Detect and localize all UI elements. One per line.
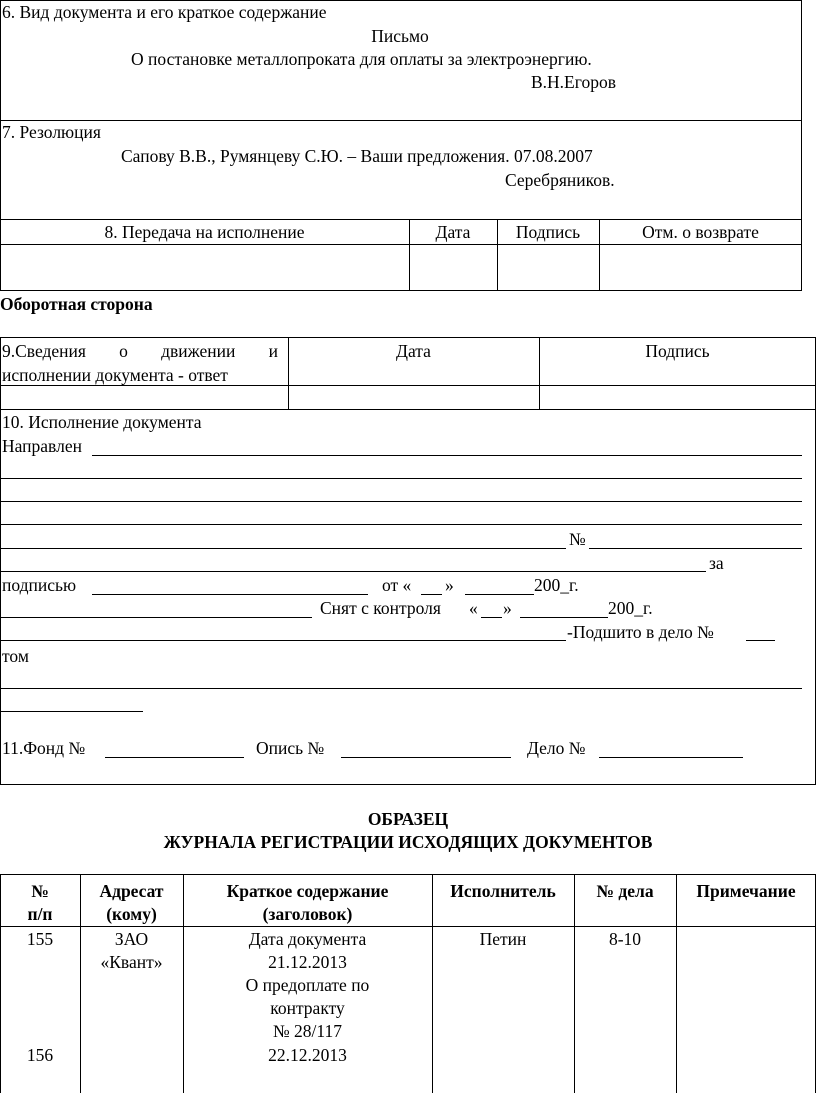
journal-header-addressee-1: Адресат (99, 881, 164, 901)
section9-date-header: Дата (396, 341, 431, 361)
section10-label: 10. Исполнение документа (2, 412, 202, 432)
section8-header-return-mark: Отм. о возврате (642, 222, 759, 242)
section9-label-line2: исполнении документа - ответ (2, 365, 228, 385)
journal-row-addressee-1: ЗАО (114, 929, 149, 949)
section9-bottom-divider (0, 409, 816, 410)
section6-summary: О постановке металлопроката для оплаты за электроэнергию. (131, 49, 592, 69)
divider-8-header (0, 244, 802, 245)
reverse-side-title: Оборотная сторона (0, 294, 153, 314)
section9-word-3: движении (161, 341, 236, 361)
removed-date-open: « (469, 598, 478, 618)
sewn-fill-line (0, 640, 566, 641)
signature-fill-line (92, 594, 368, 595)
removed-date-close: » (503, 598, 512, 618)
inventory-label: Опись № (256, 738, 325, 758)
from-month-line (465, 594, 534, 595)
journal-header-executor: Исполнитель (450, 881, 556, 901)
fill-line-5-right (589, 548, 802, 549)
section9-word-1: 9.Сведения (2, 341, 86, 361)
sewn-number-line (746, 640, 775, 641)
journal-row-content-1: Дата документа (248, 929, 367, 949)
sent-fill-line (92, 455, 802, 456)
journal-row-content-5: № 28/117 (272, 1021, 343, 1041)
by-signature-label: подписью (2, 575, 77, 595)
journal-header-divider (0, 926, 816, 927)
journal-col-line-4 (574, 874, 575, 1093)
fill-line-4 (0, 524, 802, 525)
section7-label: 7. Резолюция (2, 122, 101, 142)
section7-signer: Серебряников. (505, 170, 615, 190)
removed-month-line (520, 617, 608, 618)
section9-word-4: и (268, 341, 278, 361)
journal-row-addressee-2: «Квант» (100, 952, 163, 972)
journal-row-num-155: 155 (26, 929, 54, 949)
fund-label: 11.Фонд № (2, 738, 86, 758)
journal-top-border (0, 874, 816, 875)
from-year: 200_г. (534, 575, 579, 595)
from-date-open: от « (382, 575, 412, 595)
journal-row-case: 8-10 (608, 929, 642, 949)
fill-line-6 (0, 571, 706, 572)
section8-header-date: Дата (435, 222, 471, 242)
journal-col-line-5 (676, 874, 677, 1093)
fill-line-5-left (0, 548, 566, 549)
journal-header-num-1: № (31, 881, 49, 901)
journal-header-note: Примечание (696, 881, 796, 901)
sample-title: ОБРАЗЕЦ (367, 809, 449, 829)
journal-row-content-2: 21.12.2013 (268, 952, 347, 972)
fund-fill-line (105, 757, 244, 758)
from-date-close: » (445, 575, 454, 595)
journal-header-num-2: п/п (27, 904, 53, 924)
za-label: за (709, 553, 724, 573)
journal-header-case: № дела (596, 881, 654, 901)
section6-signer: В.Н.Егоров (531, 72, 617, 92)
from-day-line (421, 594, 442, 595)
fill-line-short (0, 711, 143, 712)
fill-line-tom (0, 688, 802, 689)
journal-row-executor: Петин (479, 929, 527, 949)
section6-doc-type: Письмо (371, 26, 429, 46)
journal-header-content-1: Краткое содержание (226, 881, 389, 901)
divider-6-7 (0, 120, 802, 121)
section9-label-line1 (2, 343, 278, 361)
section8-header-transfer: 8. Передача на исполнение (104, 222, 305, 242)
inventory-fill-line (341, 757, 511, 758)
sewn-label: -Подшито в дело № (567, 622, 714, 642)
divider-7-8 (0, 219, 802, 220)
journal-title: ЖУРНАЛА РЕГИСТРАЦИИ ИСХОДЯЩИХ ДОКУМЕНТОВ (163, 832, 653, 852)
journal-header-addressee-2: (кому) (106, 904, 157, 924)
section9-row-divider (0, 385, 816, 386)
journal-header-content-2: (заголовок) (262, 904, 353, 924)
journal-row-num-156: 156 (26, 1045, 54, 1065)
removed-day-line (481, 617, 502, 618)
journal-row-content-3: О предоплате по (245, 975, 370, 995)
case-fill-line (599, 757, 743, 758)
journal-row-content-4: контракту (270, 998, 345, 1018)
removed-fill-line (0, 617, 312, 618)
journal-col-line-3 (432, 874, 433, 1093)
removed-year: 200_г. (608, 598, 653, 618)
fill-line-3 (0, 501, 802, 502)
tom-label: том (2, 646, 29, 666)
section-9-11-frame (0, 337, 816, 785)
section6-label: 6. Вид документа и его краткое содержание (2, 2, 327, 22)
number-sign-label: № (569, 529, 586, 549)
section9-word-2: о (119, 341, 128, 361)
section10-sent-label: Направлен (2, 436, 82, 456)
removed-control-label: Снят с контроля (320, 598, 441, 618)
section9-signature-header: Подпись (645, 341, 710, 361)
fill-line-2 (0, 478, 802, 479)
section8-header-signature: Подпись (515, 222, 581, 242)
case-label: Дело № (527, 738, 586, 758)
journal-row-content-6: 22.12.2013 (268, 1045, 347, 1065)
section7-resolution-text: Сапову В.В., Румянцеву С.Ю. – Ваши предложения. 07.08.2007 (121, 146, 593, 166)
